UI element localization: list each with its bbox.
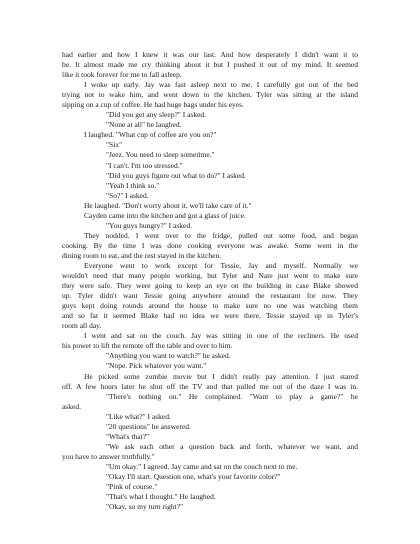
text-line: They nodded. I went over to the fridge, pulled out some food, and began: [84, 230, 358, 240]
body-text: [62, 50, 358, 512]
text-line: "There's nothing on." He complained. "Want to play a game?" he: [106, 391, 358, 401]
text-line: "Yeah I think so.": [106, 180, 160, 190]
text-line: his power to lift the remote off the table and over to him.: [62, 341, 233, 351]
text-line: trying not to wake him, and went down to the kitchen. Tyler was sitting at the island: [62, 90, 358, 100]
text-line: "Anything you want to watch?" he asked.: [106, 351, 231, 361]
text-line: off. A few hours later he shut off the TV and that pulled me out of the daze I was in.: [62, 381, 358, 391]
text-line: "What's that?": [106, 431, 150, 441]
text-line: "20 questions" he answered.: [106, 421, 191, 431]
text-line: "None at all" he laughed.: [106, 120, 182, 130]
text-line: "Um okay." I agreed. Jay came and sat on the couch next to me.: [106, 461, 298, 471]
text-line: "That's what I thought." He laughed.: [106, 492, 216, 502]
text-line: "Did you get any sleep?" I asked.: [106, 110, 207, 120]
text-line: "Okay, so my turn right?": [106, 502, 184, 512]
text-line: I went and sat on the couch. Jay was sitting in one of the recliners. He used: [84, 331, 358, 341]
text-line: wouldn't need that many people working, but Tyler and Nate just went to make sure: [62, 271, 358, 281]
text-line: Cayden came into the kitchen and got a glass of juice.: [84, 210, 246, 220]
text-line: Everyone went to work except for Tessie, Jay and myself. Normally we: [84, 260, 358, 270]
text-line: they were safe. They were going to keep an eye on the building in case Blake showed: [62, 281, 358, 291]
text-line: "Nope. Pick whatever you want.": [106, 361, 207, 371]
text-line: up. Tyler didn't want Tessie going anywhere around the restaurant for now. They: [62, 291, 358, 301]
text-line: I laughed. "What cup of coffee are you on?": [84, 130, 217, 140]
text-line: He picked some zombie movie but I didn't really pay attention. I just stared: [84, 371, 358, 381]
text-line: you have to answer truthfully.": [62, 451, 155, 461]
text-line: He laughed. "Don't worry about it, we'll take care of it.": [84, 200, 252, 210]
text-line: I woke up early. Jay was fast asleep next to me. I carefully got out of the bed: [84, 80, 358, 90]
text-line: like it took forever for me to fall asleep.: [62, 70, 182, 80]
text-line: "We ask each other a question back and forth, whatever we want, and: [106, 441, 358, 451]
text-line: asked.: [62, 401, 81, 411]
text-line: be. It almost made me cry thinking about it but I pushed it out of my mind. It seemed: [62, 60, 358, 70]
text-line: "Did you guys figure out what to do?" I asked.: [106, 170, 246, 180]
text-line: "Okay I'll start. Question one, what's your favorite color?": [106, 471, 281, 481]
text-line: "Six": [106, 140, 123, 150]
text-line: dining room to eat, and the rest stayed in the kitchen.: [62, 250, 222, 260]
text-line: guys kept doing rounds around the house to make sure no one was watching them: [62, 301, 358, 311]
text-line: had earlier and how I knew it was our last. And how desperately I didn't want it to: [62, 50, 358, 59]
text-line: "So?" I asked.: [106, 190, 149, 200]
text-line: "I can't. I'm too stressed.": [106, 160, 183, 170]
text-line: "Jeez. You need to sleep sometime.": [106, 150, 215, 160]
text-line: sipping on a cup of coffee. He had huge bags under his eyes.: [62, 100, 244, 110]
text-line: "You guys hungry?" I asked.: [106, 220, 192, 230]
text-line: room all day.: [62, 321, 102, 331]
text-line: "Like what?" I asked.: [106, 411, 171, 421]
text-line: and so far it seemed Blake had no idea we were there. Tessie stayed up in Tyler's: [62, 311, 358, 321]
text-line: "Pink of course.": [106, 482, 158, 492]
text-line: cooking. By the time I was done cooking everyone was awake. Some went in the: [62, 240, 358, 250]
